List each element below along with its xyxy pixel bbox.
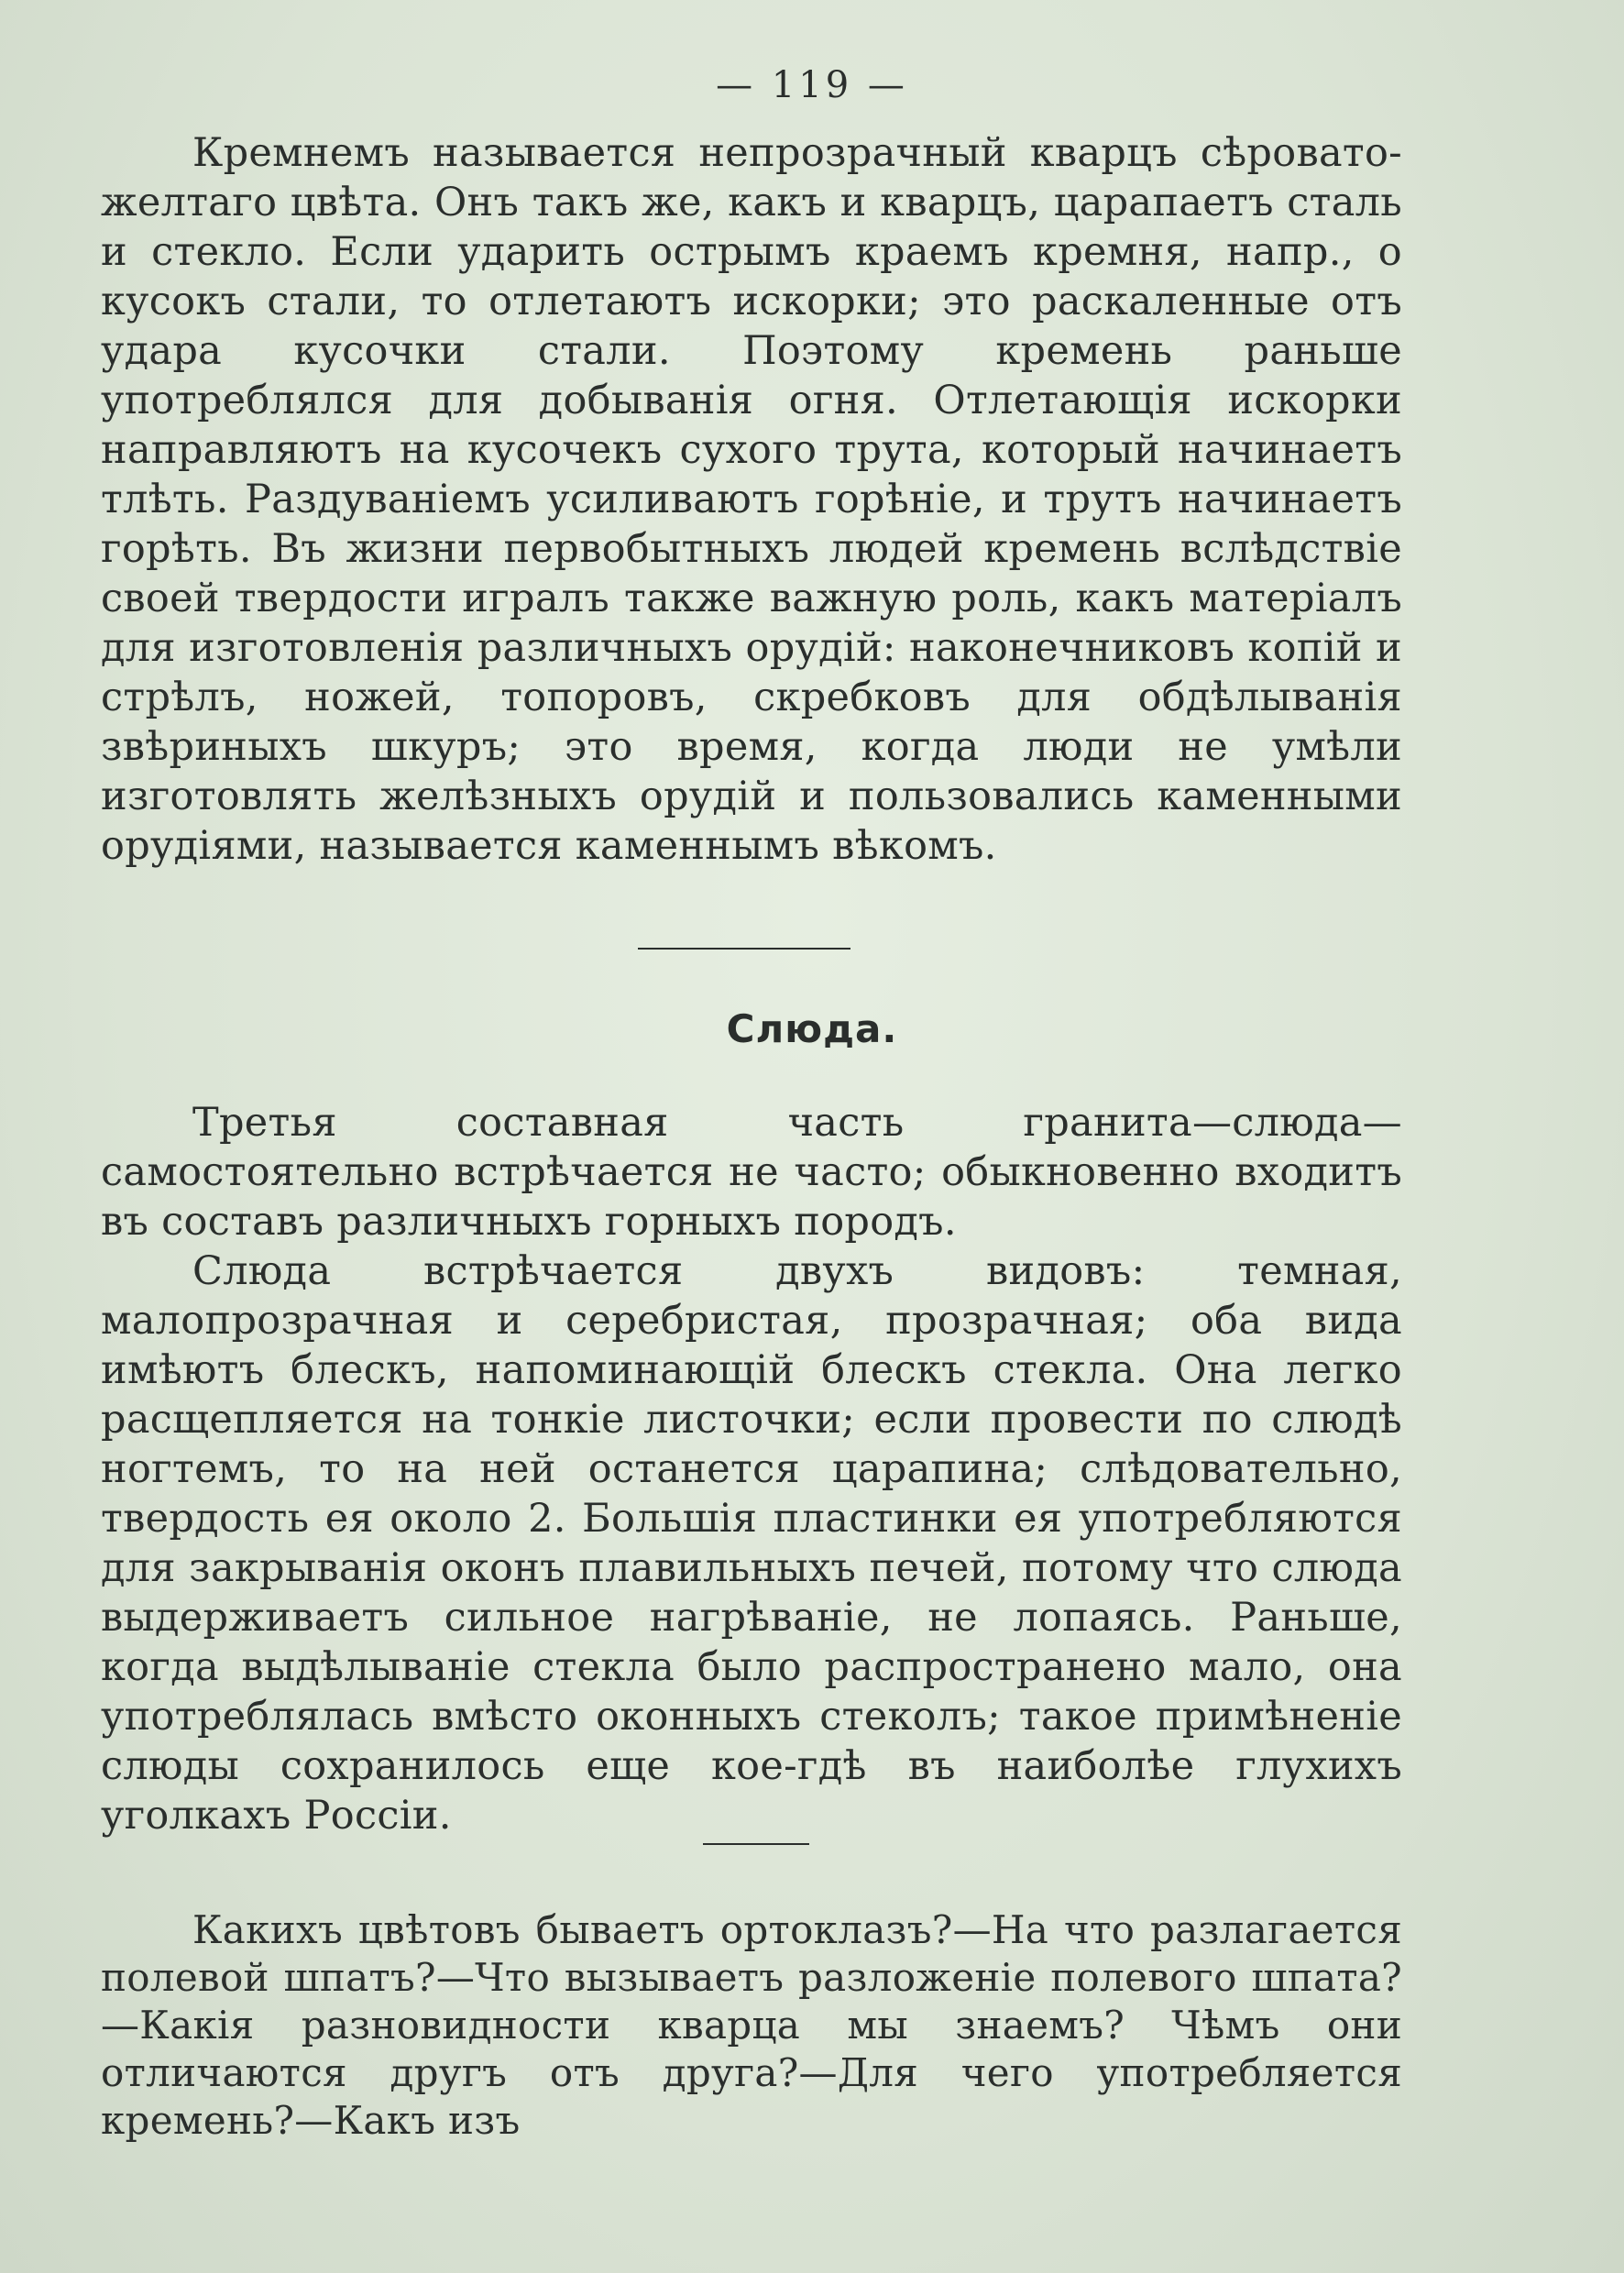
section-divider-long — [638, 948, 850, 950]
section-divider-short — [703, 1843, 809, 1845]
intro-paragraph: Кремнемъ называется непрозрачный кварцъ сѣровато-желтаго цвѣта. Онъ такъ же, какъ и кварцъ, царапаетъ сталь и стекло. Если ударить острымъ краемъ кремня, напр., о кусокъ стали, то отлетаютъ искорки; это раскаленные отъ удара кусочки стали. Поэтому кремень раньше употреблялся для добыванія огня. Отлетающія искорки направляютъ на кусочекъ сухого трута, который начинаетъ тлѣть. Раздуваніемъ усиливаютъ горѣніе, и трутъ начинаетъ горѣть. Въ жизни первобытныхъ людей кремень вслѣдствіе своей твердости игралъ также важную роль, какъ матеріалъ для изготовленія различныхъ орудій: наконечниковъ копій и стрѣлъ, ножей, топоровъ, скребковъ для обдѣлыванія звѣриныхъ шкуръ; это время, когда люди не умѣли изготовлять желѣзныхъ орудій и пользовались каменными орудіями, называется каменнымъ вѣкомъ. — [101, 130, 1402, 869]
page-number: — 119 — — [716, 64, 908, 106]
mica-section — [101, 1098, 1402, 1840]
questions-section — [101, 1906, 1402, 2145]
section-title: Слюда. — [726, 1006, 898, 1051]
intro-section — [101, 128, 1402, 871]
mica-paragraph-1: Третья составная часть гранита—слюда—самостоятельно встрѣчается не часто; обыкновенно входитъ въ составъ различныхъ горныхъ породъ. — [101, 1100, 1402, 1245]
questions-paragraph: Какихъ цвѣтовъ бываетъ ортоклазъ?—На что разлагается полевой шпатъ?—Что вызываетъ разложеніе полевого шпата?—Какія разновидности кварца мы знаемъ? Чѣмъ они отличаются другъ отъ друга?—Для чего употребляется кремень?—Какъ изъ — [101, 1907, 1402, 2143]
mica-paragraph-2: Слюда встрѣчается двухъ видовъ: темная, малопрозрачная и серебристая, прозрачная; оба вида имѣютъ блескъ, напоминающій блескъ стекла. Она легко расщепляется на тонкіе листочки; если провести по слюдѣ ногтемъ, то на ней останется царапина; слѣдовательно, твердость ея около 2. Большія пластинки ея употребляются для закрыванія оконъ плавильныхъ печей, потому что слюда выдерживаетъ сильное нагрѣваніе, не лопаясь. Раньше, когда выдѣлываніе стекла было распространено мало, она употреблялась вмѣсто оконныхъ стеколъ; такое примѣненіе слюды сохранилось еще кое-гдѣ въ наиболѣе глухихъ уголкахъ Россіи. — [101, 1248, 1402, 1839]
